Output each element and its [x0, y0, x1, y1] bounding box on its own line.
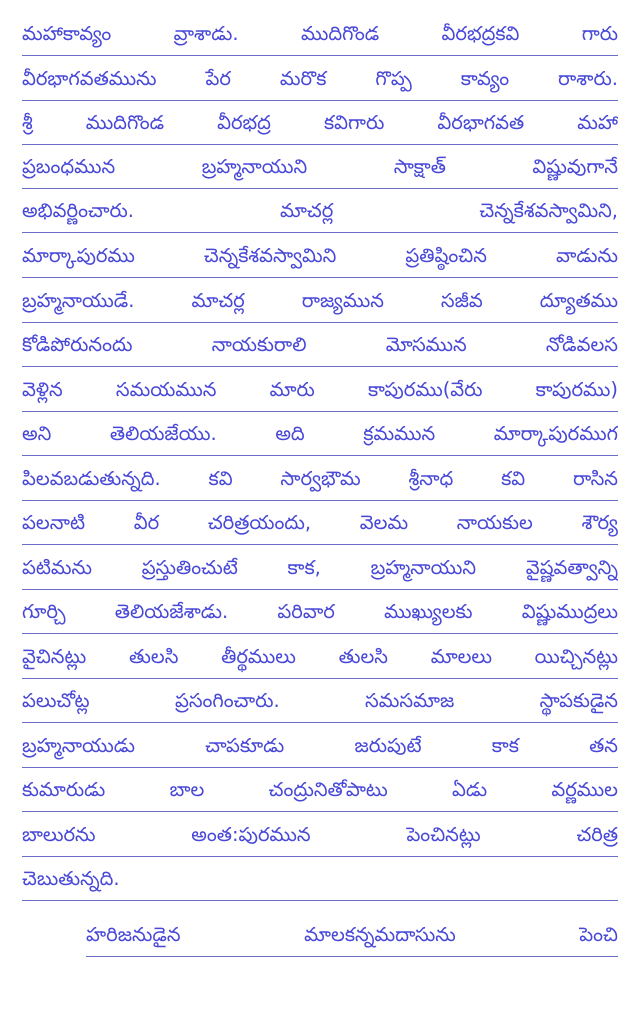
text-line: కుమారుడు బాల చంద్రునితోపాటు ఏడు వర్ణముల: [22, 773, 618, 812]
text-line: పటిమను ప్రస్తుతించుటే కాక, బ్రహ్మనాయుని వైష్ణవత్వాన్ని: [22, 551, 618, 590]
text-line: బ్రహ్మనాయుడే. మాచర్ల రాజ్యమున సజీవ ద్యూతము: [22, 284, 618, 323]
text-line: గూర్చి తెలియజేశాడు. పరివార ముఖ్యులకు విష్ణుముద్రలు: [22, 595, 618, 634]
text-line: అభివర్ణించారు. మాచర్ల చెన్నకేశవస్వామిని,: [22, 194, 618, 233]
text-line: హరిజనుడైన మాలకన్నమదాసును పెంచి: [86, 918, 618, 957]
text-line: పలనాటి వీర చరిత్రయందు, వెలమ నాయకుల శౌర్య: [22, 506, 618, 545]
text-line: చెబుతున్నది.: [22, 862, 618, 901]
text-line: కోడిపోరునందు నాయకురాలి మోసమున నోడివలస: [22, 328, 618, 367]
text-line: పిలవబడుతున్నది. కవి సార్వభౌమ శ్రీనాధ కవి రాసిన: [22, 462, 618, 501]
text-line: బ్రహ్మనాయుడు చాపకూడు జరుపుటే కాక తన: [22, 729, 618, 768]
text-line: అని తెలియజేయు. అది క్రమమున మార్కాపురముగ: [22, 417, 618, 456]
text-line: వైచినట్లు తులసి తీర్థములు తులసి మాలలు యిచ్చినట్లు: [22, 640, 618, 679]
text-line: ప్రబంధమున బ్రహ్మనాయుని సాక్షాత్ విష్ణువుగానే: [22, 150, 618, 189]
text-line: పలుచోట్ల ప్రసంగించారు. సమసమాజ స్థాపకుడైన: [22, 684, 618, 723]
text-line: మార్కాపురము చెన్నకేశవస్వామిని ప్రతిష్ఠించిన వాడును: [22, 239, 618, 278]
text-line: శ్రీ ముదిగొండ వీరభద్ర కవిగారు వీరభాగవత మహా: [22, 106, 618, 145]
text-line: వెళ్లిన సమయమున మారు కాపురము(వేరు కాపురము): [22, 373, 618, 412]
text-line: మహాకావ్యం వ్రాశాడు. ముదిగొండ వీరభద్రకవి గారు: [22, 17, 618, 56]
text-line: బాలురను అంత:పురమున పెంచినట్లు చరిత్ర: [22, 818, 618, 857]
text-line: వీరభాగవతమును పేర మరొక గొప్ప కావ్యం రాశారు.: [22, 62, 618, 101]
